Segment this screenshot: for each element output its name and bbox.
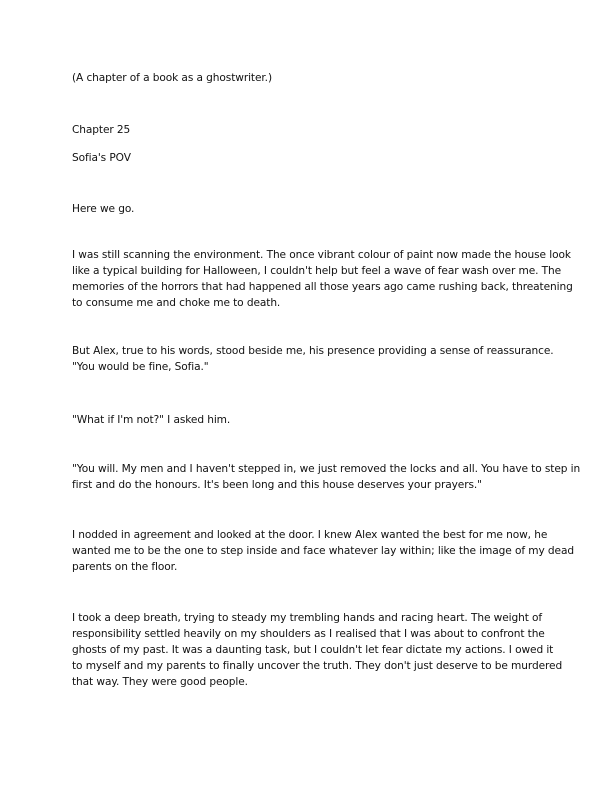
paragraph-line: parents on the floor.	[72, 561, 178, 573]
paragraph-line: first and do the honours. It's been long and this house deserves your prayers."	[72, 479, 482, 491]
paragraph-line: like a typical building for Halloween, I couldn't help but feel a wave of fear wash over me. The	[72, 265, 562, 277]
paragraph-line: "You would be fine, Sofia."	[72, 361, 209, 373]
pov-heading: Sofia's POV	[72, 152, 131, 164]
paragraph-line: I nodded in agreement and looked at the door. I knew Alex wanted the best for me now, he	[72, 529, 548, 541]
paragraph-line: I was still scanning the environment. The once vibrant colour of paint now made the house look	[72, 249, 571, 261]
paragraph-line: "What if I'm not?" I asked him.	[72, 414, 231, 426]
paragraph-line: wanted me to be the one to step inside and face whatever lay within; like the image of my dead	[72, 545, 574, 557]
paragraph-line: memories of the horrors that had happened all those years ago came rushing back, threatening	[72, 281, 573, 293]
paragraph-line: But Alex, true to his words, stood beside me, his presence providing a sense of reassurance.	[72, 345, 554, 357]
paragraph-line: to consume me and choke me to death.	[72, 297, 281, 309]
ghostwriter-note: (A chapter of a book as a ghostwriter.)	[72, 72, 272, 84]
paragraph-line: "You will. My men and I haven't stepped in, we just removed the locks and all. You have to step in	[72, 463, 581, 475]
paragraph-line: I took a deep breath, trying to steady my trembling hands and racing heart. The weight of	[72, 612, 543, 624]
paragraph-line: Here we go.	[72, 203, 135, 215]
paragraph-line: to myself and my parents to finally uncover the truth. They don't just deserve to be murdered	[72, 660, 563, 672]
paragraph-line: that way. They were good people.	[72, 676, 248, 688]
chapter-title: Chapter 25	[72, 124, 131, 136]
paragraph-line: ghosts of my past. It was a daunting task, but I couldn't let fear dictate my actions. I owed it	[72, 644, 554, 656]
paragraph-line: responsibility settled heavily on my shoulders as I realised that I was about to confront the	[72, 628, 545, 640]
